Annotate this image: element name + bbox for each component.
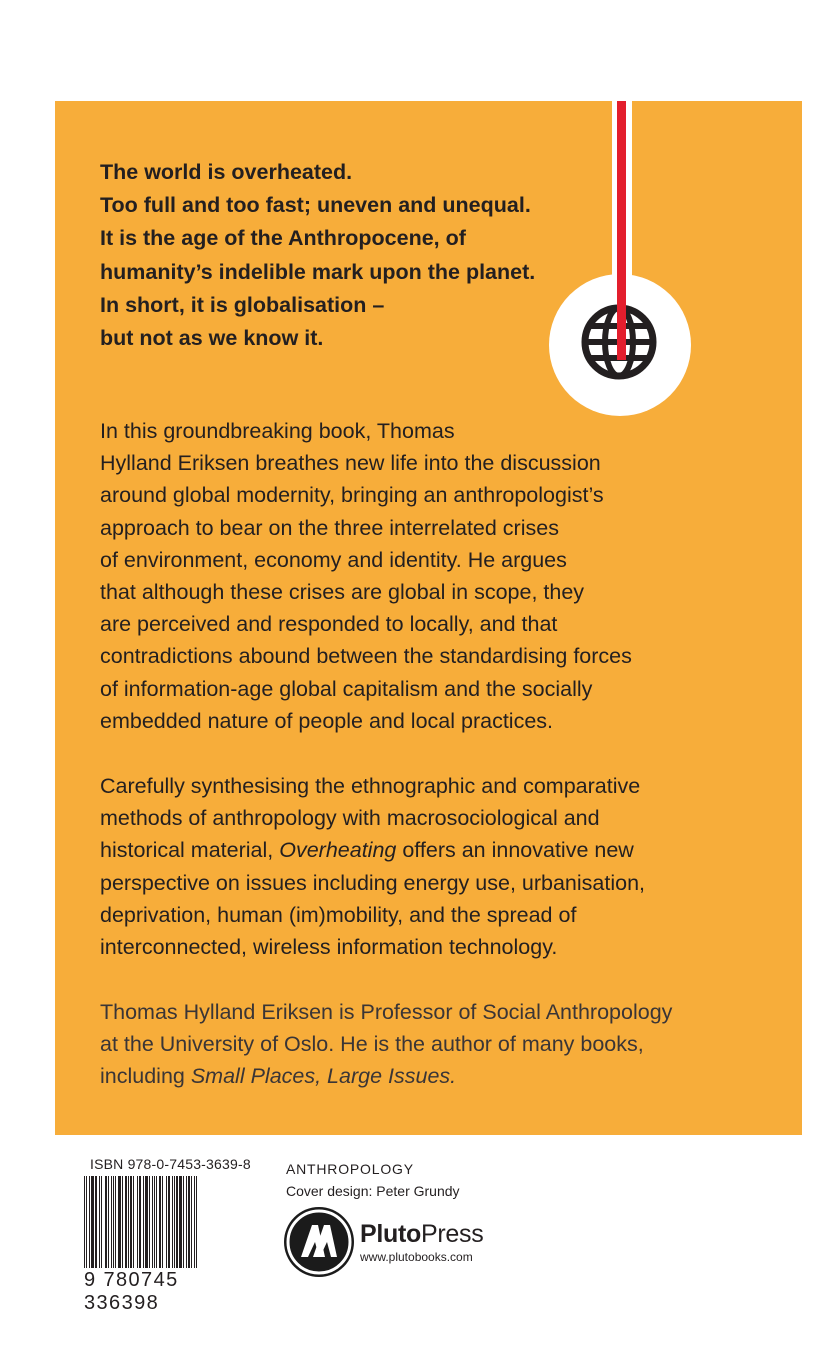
barcode-bar xyxy=(188,1176,190,1268)
barcode-bar xyxy=(168,1176,170,1268)
text-line: In this groundbreaking book, Thomas xyxy=(100,419,455,443)
publisher-name xyxy=(360,1220,483,1249)
text-line: of environment, economy and identity. He argues xyxy=(100,547,567,572)
barcode-bar xyxy=(118,1176,121,1268)
barcode-bar xyxy=(183,1176,184,1268)
barcode-bar xyxy=(191,1176,192,1268)
barcode xyxy=(84,1176,247,1268)
text-segment: including xyxy=(100,1064,191,1089)
text-line xyxy=(100,834,645,866)
barcode-bar xyxy=(108,1176,109,1268)
barcode-bar xyxy=(159,1176,161,1268)
barcode-bar xyxy=(130,1176,132,1268)
barcode-bar xyxy=(95,1176,97,1268)
barcode-bar xyxy=(152,1176,153,1268)
barcode-bar xyxy=(115,1176,116,1268)
publisher-name-regular: Press xyxy=(421,1220,484,1248)
barcode-bar xyxy=(113,1176,114,1268)
red-tag-line-front xyxy=(617,302,626,360)
cover-design-credit: Cover design: Peter Grundy xyxy=(286,1183,460,1199)
description-paragraph-1 xyxy=(100,415,632,737)
text-line: that although these crises are global in scope, they xyxy=(100,580,585,605)
barcode-bar xyxy=(99,1176,100,1268)
barcode-bar xyxy=(162,1176,163,1268)
text-line: contradictions abound between the standardising forces xyxy=(100,644,632,669)
quote-line: The world is overheated. xyxy=(100,160,353,184)
author-bio xyxy=(100,996,672,1093)
barcode-bar xyxy=(145,1176,148,1268)
barcode-bar xyxy=(101,1176,102,1268)
quote-line: It is the age of the Anthropocene, of xyxy=(100,226,466,251)
publisher-name-bold: Pluto xyxy=(360,1220,421,1248)
text-line: interconnected, wireless information technology. xyxy=(100,935,558,960)
barcode-bar xyxy=(125,1176,127,1268)
description-paragraph-2 xyxy=(100,770,645,963)
barcode-bar xyxy=(196,1176,197,1268)
barcode-bar xyxy=(156,1176,157,1268)
barcode-bar xyxy=(133,1176,134,1268)
text-line: deprivation, human (im)mobility, and the spread of xyxy=(100,902,577,927)
isbn-label: ISBN 978-0-7453-3639-8 xyxy=(90,1156,251,1172)
text-line: Thomas Hylland Eriksen is Professor of Social Anthropology xyxy=(100,1000,673,1024)
quote-line: Too full and too fast; uneven and unequal. xyxy=(100,193,531,218)
barcode-bar xyxy=(166,1176,167,1268)
pluto-logo-icon xyxy=(284,1207,354,1277)
text-line: Hylland Eriksen breathes new life into the discussion xyxy=(100,451,601,476)
barcode-bar xyxy=(179,1176,182,1268)
text-line: Carefully synthesising the ethnographic and comparative xyxy=(100,774,641,798)
barcode-bar xyxy=(89,1176,90,1268)
quote-line: humanity’s indelible mark upon the planet. xyxy=(100,259,536,284)
quote-line: but not as we know it. xyxy=(100,326,324,351)
text-segment: historical material, xyxy=(100,838,280,863)
barcode-bar xyxy=(86,1176,87,1268)
barcode-bar xyxy=(194,1176,195,1268)
text-line: of information-age global capitalism and the socially xyxy=(100,676,593,701)
text-line: embedded nature of people and local practices. xyxy=(100,708,554,733)
barcode-bar xyxy=(122,1176,123,1268)
barcode-bar xyxy=(154,1176,155,1268)
text-line: at the University of Oslo. He is the author of many books, xyxy=(100,1032,644,1057)
barcode-bar xyxy=(139,1176,141,1268)
text-line: are perceived and responded to locally, and that xyxy=(100,612,558,637)
barcode-number: 9 780745 336398 xyxy=(84,1269,179,1314)
barcode-bar xyxy=(111,1176,112,1268)
text-line: approach to bear on the three interrelated crises xyxy=(100,515,559,540)
quote-block xyxy=(100,156,535,355)
category-label: ANTHROPOLOGY xyxy=(286,1161,414,1177)
barcode-bar xyxy=(176,1176,178,1268)
barcode-bar xyxy=(174,1176,175,1268)
text-line: perspective on issues including energy use, urbanisation, xyxy=(100,870,645,895)
text-segment: offers an innovative new xyxy=(396,838,634,863)
barcode-bar xyxy=(137,1176,138,1268)
barcode-bar xyxy=(84,1176,85,1268)
text-line: methods of anthropology with macrosociological and xyxy=(100,806,600,831)
barcode-bar xyxy=(172,1176,173,1268)
barcode-bar xyxy=(105,1176,107,1268)
barcode-bar xyxy=(186,1176,187,1268)
barcode-bar xyxy=(91,1176,94,1268)
quote-line: In short, it is globalisation – xyxy=(100,292,385,317)
text-line: around global modernity, bringing an anthropologist’s xyxy=(100,483,604,508)
publisher-url: www.plutobooks.com xyxy=(360,1250,473,1264)
book-title: Overheating xyxy=(279,838,397,863)
barcode-bar xyxy=(149,1176,150,1268)
barcode-bar xyxy=(128,1176,129,1268)
barcode-bar xyxy=(143,1176,144,1268)
text-line xyxy=(100,1060,672,1092)
book-title: Small Places, Large Issues. xyxy=(190,1064,457,1089)
